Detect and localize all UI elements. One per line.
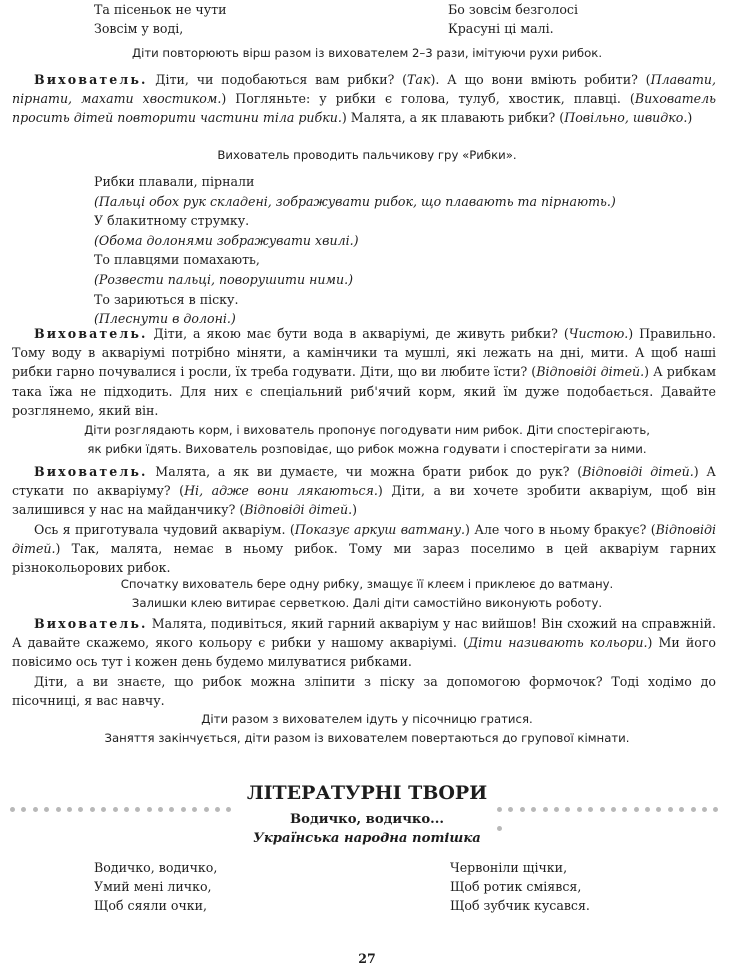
dotted-rule-right [497, 797, 734, 805]
stage-direction: Вихователь проводить пальчикову гру «Рибки». [217, 148, 517, 162]
remark: Діти називають кольори. [467, 635, 648, 651]
text: ) Ми його повісимо ось тут і кожен день будемо милуватися рибками. [12, 635, 717, 670]
text: Малята, подивіться, який гарний акваріум у нас вийшов! Він схожий на справжній. А давайте скажемо, якого кольору є рибки у нашому акваріумі. ( [12, 616, 716, 651]
text: ) Так, малята, немає в ньому рибок. Тому ми зараз поселимо в цей акваріум гарних різнокольорових рибок. [12, 540, 716, 576]
paragraph [12, 462, 716, 577]
section-title: ЛІТЕРАТУРНІ ТВОРИ [246, 782, 488, 804]
speaker-label: Вихователь. [34, 326, 148, 341]
verse-line: Красуні ці малі. [448, 21, 554, 36]
poem-title: Водичко, водичко... [290, 812, 444, 827]
game-line: То зариються в піску. [94, 291, 239, 307]
speaker-label: Вихователь. [34, 616, 148, 631]
remark: Відповіді дітей. [12, 521, 716, 556]
text: ) А рибкам така їжа не підходить. Для них є спеціальний риб'ячий корм, який їм дуже подобається. Давайте розглянемо, який він. [12, 364, 717, 418]
text: Малята, а як ви думаєте, чи можна брати рибок до рук? ( [147, 464, 583, 479]
poem-line: Щоб сяяли очки, [94, 898, 208, 913]
direction-line: Діти розглядають корм, і вихователь пропонує погодувати ним рибок. Діти спостерігають, [84, 423, 650, 437]
game-line: То плавцями помахають, [94, 252, 260, 268]
remark: Показує аркуш ватману. [294, 521, 466, 537]
remark: Вихователь просить дітей повторити частини тіла рибки. [12, 91, 716, 126]
remark: Плавати, пірнати, махати хвостиком. [12, 72, 717, 107]
paragraph [12, 614, 716, 710]
page-number: 27 [358, 951, 376, 966]
finger-game [94, 172, 694, 329]
remark: Відповіді дітей. [582, 464, 694, 479]
text: ). А що вони вміють робити? ( [430, 72, 651, 87]
poem-line: Водичко, водичко, [94, 860, 218, 875]
game-instruction: (Пальці обох рук складені, зображувати рибок, що плавають та пірнають.) [94, 193, 616, 209]
text: Ось я приготувала чудовий акваріум. ( [34, 521, 295, 537]
text: ) Погляньте: у рибки є голова, тулуб, хвостик, плавці. ( [221, 91, 635, 107]
direction-line: Діти разом з вихователем ідуть у пісочницю гратися. [201, 712, 533, 726]
verse-line: Та пісеньок не чути [94, 2, 227, 17]
speaker-label: Вихователь. [34, 464, 148, 479]
verse-line: Зовсім у воді, [94, 21, 184, 36]
text: ) Але чого в ньому бракує? ( [465, 521, 656, 537]
speaker-label: Вихователь. [34, 72, 148, 87]
game-instruction: (Обома долонями зображувати хвилі.) [94, 232, 359, 248]
stage-direction [0, 421, 734, 459]
poem-line: Умий мені личко, [94, 879, 212, 894]
poem-line: Щоб зубчик кусався. [450, 898, 590, 913]
text: Діти, а якою має бути вода в акваріумі, де живуть рибки? ( [147, 326, 569, 341]
text: ) [352, 502, 358, 518]
remark: Відповіді дітей. [536, 364, 645, 380]
text: ) Малята, а як плавають рибки? ( [341, 110, 565, 126]
stage-direction [0, 575, 734, 613]
remark: Чистою. [568, 326, 629, 341]
remark: Так [407, 72, 431, 87]
paragraph [12, 70, 716, 128]
direction-line: Залишки клею витирає серветкою. Далі діти самостійно виконують роботу. [131, 596, 603, 610]
text: Діти, чи подобаються вам рибки? ( [147, 72, 408, 87]
game-instruction: (Плеснути в долоні.) [94, 311, 236, 327]
poem-line: Щоб ротик сміявся, [450, 879, 582, 894]
text: Діти, а ви знаєте, що рибок можна зліпити з піску за допомогою формочок? Тоді ходімо до пісочниці, я вас навчу. [12, 673, 716, 708]
paragraph [12, 324, 716, 420]
remark: Відповіді дітей. [244, 502, 353, 518]
text: ) Правильно. Тому воду в акваріумі потрібно міняти, а камінчики та мушлі, які лежать на дні, мити. А щоб наші рибки гарно почувалися і росли, їх треба годувати. Діти, що ви любите їсти? ( [12, 326, 716, 380]
verse-line: Бо зовсім безголосі [448, 2, 579, 17]
game-instruction: (Розвести пальці, поворушити ними.) [94, 271, 353, 287]
text: ) [687, 110, 693, 126]
game-line: У блакитному струмку. [94, 213, 250, 229]
direction-line: Спочатку вихователь бере одну рибку, змащує її клеєм і приклеює до ватману. [120, 577, 614, 591]
direction-line: як рибки їдять. Вихователь розповідає, що рибок можна годувати і спостерігати за ними. [87, 442, 647, 456]
game-line: Рибки плавали, пірнали [94, 174, 255, 189]
poem-subtitle: Українська народна потішка [253, 831, 481, 846]
stage-direction: Діти повторюють вірш разом із вихователем 2–3 рази, імітуючи рухи рибок. [131, 46, 603, 60]
poem-line: Червоніли щічки, [450, 860, 568, 875]
stage-direction [0, 710, 734, 748]
text: ) Діти, а ви хочете зробити акваріум, щоб він залишився у нас на майданчику? ( [12, 483, 716, 518]
remark: Повільно, швидко. [564, 110, 688, 126]
direction-line: Заняття закінчується, діти разом із вихователем повертаються до групової кімнати. [104, 731, 630, 745]
remark: Ні, адже вони лякаються. [184, 483, 378, 499]
text: ) А стукати по акваріуму? ( [12, 464, 716, 499]
